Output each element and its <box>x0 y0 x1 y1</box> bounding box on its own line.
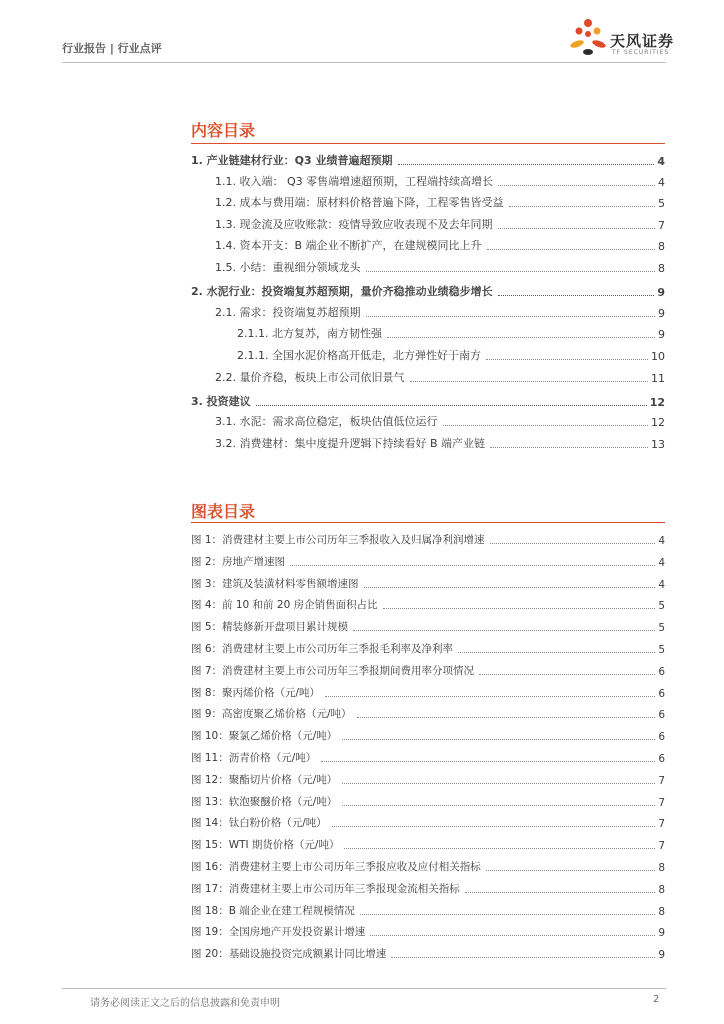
figure-entry-page: 8 <box>658 862 665 874</box>
dot-leader <box>443 425 649 426</box>
toc-entry-page: 5 <box>658 197 665 210</box>
figure-entry-label: 图 14：钛白粉价格（元/吨） <box>191 817 327 829</box>
toc-entry-page: 12 <box>651 416 665 429</box>
figure-entry-label: 图 20：基础设施投资完成额累计同比增速 <box>191 948 387 960</box>
toc-entry-label: 2.2. 量价齐稳，板块上市公司依旧景气 <box>215 371 405 384</box>
figure-entry-label: 图 7：消费建材主要上市公司历年三季报期间费用率分项情况 <box>191 665 475 677</box>
dot-leader <box>370 935 655 936</box>
dot-leader <box>486 359 648 360</box>
figure-entry-label: 图 10：聚氯乙烯价格（元/吨） <box>191 730 338 742</box>
dot-leader <box>465 892 656 893</box>
figure-entry-label: 图 8：聚丙烯价格（元/吨） <box>191 687 321 699</box>
figure-entry[interactable] <box>191 573 665 591</box>
figure-entry-label: 图 6：消费建材主要上市公司历年三季报毛利率及净利率 <box>191 643 454 655</box>
toc-entry-label: 2. 水泥行业：投资端复苏超预期，量价齐稳推动业绩稳步增长 <box>191 285 493 298</box>
toc-entry-page: 8 <box>658 240 665 253</box>
figure-entry-label: 图 13：软泡聚醚价格（元/吨） <box>191 796 338 808</box>
dot-leader <box>479 674 655 675</box>
footer-page-number: 2 <box>653 994 660 1005</box>
dot-leader <box>366 271 656 272</box>
figure-entry[interactable] <box>191 856 665 874</box>
toc-entry-page: 13 <box>651 438 665 451</box>
dot-leader <box>360 914 656 915</box>
dot-leader <box>391 957 655 958</box>
toc-entry[interactable] <box>191 302 665 320</box>
figure-entry-label: 图 19：全国房地产开发投资累计增速 <box>191 926 366 938</box>
toc-entry-label: 2.1. 需求：投资端复苏超预期 <box>215 306 361 319</box>
toc-entry-label: 1.1. 收入端： Q3 零售端增速超预期，工程端持续高增长 <box>215 175 494 188</box>
figure-entry[interactable] <box>191 594 665 612</box>
figure-entry-label: 图 5：精装修新开盘项目累计规模 <box>191 621 349 633</box>
dot-leader <box>325 696 655 697</box>
figure-entry-page: 4 <box>658 557 665 569</box>
figure-entry[interactable] <box>191 747 665 765</box>
figure-entry[interactable] <box>191 878 665 896</box>
toc-entry-page: 4 <box>657 155 665 168</box>
figure-entry-label: 图 3：建筑及装潢材料零售额增速图 <box>191 578 359 590</box>
figures-title: 图表目录 <box>191 502 256 521</box>
toc-entry-page: 10 <box>651 350 665 363</box>
dot-leader <box>353 630 655 631</box>
figure-entry-label: 图 18：B 端企业在建工程规模情况 <box>191 905 355 917</box>
toc-entry[interactable] <box>191 214 665 232</box>
footer-rule <box>62 988 666 989</box>
dot-leader <box>364 587 656 588</box>
dot-leader <box>342 805 655 806</box>
toc-entry-page: 4 <box>658 176 665 189</box>
dot-leader <box>256 405 647 406</box>
figure-entry-label: 图 1：消费建材主要上市公司历年三季报收入及归属净利润增速 <box>191 534 485 546</box>
figure-entry[interactable] <box>191 921 665 939</box>
toc-entry[interactable] <box>191 323 665 341</box>
header-category: 行业报告 | 行业点评 <box>62 42 162 55</box>
figure-entry-page: 7 <box>658 775 665 787</box>
dot-leader <box>342 783 655 784</box>
figure-entry-page: 5 <box>658 600 665 612</box>
figure-entry[interactable] <box>191 551 665 569</box>
toc-entry-page: 12 <box>649 396 665 409</box>
toc-entry-label: 2.1.1. 全国水泥价格高开低走，北方弹性好于南方 <box>237 349 481 362</box>
figure-entry-page: 7 <box>658 840 665 852</box>
figure-entry-page: 4 <box>658 535 665 547</box>
figure-entry-page: 8 <box>658 906 665 918</box>
figure-entry[interactable] <box>191 769 665 787</box>
toc-entry-label: 3.1. 水泥：需求高位稳定，板块估值低位运行 <box>215 415 438 428</box>
toc-entry-page: 9 <box>658 307 665 320</box>
figure-entry-page: 7 <box>658 818 665 830</box>
figure-entry-page: 6 <box>658 666 665 678</box>
dot-leader <box>486 870 656 871</box>
dot-leader <box>487 249 655 250</box>
logo-english-name: TF SECURITIES <box>612 49 670 56</box>
figure-entry[interactable] <box>191 616 665 634</box>
logo-mark-icon <box>566 16 610 62</box>
dot-leader <box>387 337 655 338</box>
figure-entry[interactable] <box>191 682 665 700</box>
toc-entry-page: 9 <box>657 286 665 299</box>
figure-entry-page: 5 <box>658 622 665 634</box>
toc-entry-page: 7 <box>658 219 665 232</box>
toc-entry-page: 9 <box>658 328 665 341</box>
figure-entry-page: 9 <box>658 949 665 961</box>
figure-entry[interactable] <box>191 812 665 830</box>
logo-chinese-name: 天风证券 <box>610 32 675 50</box>
figure-entry-page: 6 <box>658 709 665 721</box>
dot-leader <box>498 228 656 229</box>
dot-leader <box>490 447 648 448</box>
figure-entry[interactable] <box>191 834 665 852</box>
figure-entry-label: 图 2：房地产增速图 <box>191 556 286 568</box>
toc-entry-label: 1.5. 小结：重视细分领域龙头 <box>215 261 361 274</box>
toc-entry-label: 3.2. 消费建材：集中度提升逻辑下持续看好 B 端产业链 <box>215 437 486 450</box>
dot-leader <box>383 608 656 609</box>
toc-entry[interactable] <box>191 411 665 429</box>
dot-leader <box>490 543 656 544</box>
figure-entry-label: 图 9：高密度聚乙烯价格（元/吨） <box>191 708 352 720</box>
footer-disclaimer: 请务必阅读正文之后的信息披露和免责申明 <box>90 998 280 1009</box>
figures-title-rule <box>191 522 665 523</box>
figure-entry-label: 图 12：聚酯切片价格（元/吨） <box>191 774 338 786</box>
dot-leader <box>366 316 656 317</box>
dot-leader <box>398 164 655 165</box>
figure-entry-page: 4 <box>658 579 665 591</box>
toc-entry-label: 2.1.1. 北方复苏，南方韧性强 <box>237 327 382 340</box>
figure-entry[interactable] <box>191 900 665 918</box>
toc-entry[interactable] <box>191 391 665 409</box>
toc-title-rule <box>191 143 665 144</box>
figure-entry-page: 9 <box>658 927 665 939</box>
dot-leader <box>509 206 656 207</box>
toc-entry-page: 11 <box>651 372 665 385</box>
toc-entry-label: 1. 产业链建材行业：Q3 业绩普遍超预期 <box>191 154 393 167</box>
figure-entry[interactable] <box>191 725 665 743</box>
figure-entry-label: 图 16：消费建材主要上市公司历年三季报应收及应付相关指标 <box>191 861 481 873</box>
toc-entry-page: 8 <box>658 262 665 275</box>
dot-leader <box>344 848 655 849</box>
dot-leader <box>357 717 656 718</box>
figure-entry[interactable] <box>191 660 665 678</box>
toc-entry-label: 3. 投资建议 <box>191 395 251 408</box>
toc-entry-label: 1.2. 成本与费用端：原材料价格普遍下降，工程零售皆受益 <box>215 196 504 209</box>
toc-entry[interactable] <box>191 150 665 168</box>
figure-entry-label: 图 15：WTI 期货价格（元/吨） <box>191 839 340 851</box>
dot-leader <box>410 381 649 382</box>
dot-leader <box>458 652 655 653</box>
toc-entry-label: 1.3. 现金流及应收账款：疫情导致应收表现不及去年同期 <box>215 218 493 231</box>
figure-entry[interactable] <box>191 943 665 961</box>
figure-entry-label: 图 17：消费建材主要上市公司历年三季报现金流相关指标 <box>191 883 460 895</box>
toc-entry[interactable] <box>191 367 665 385</box>
figure-entry[interactable] <box>191 703 665 721</box>
figure-entry[interactable] <box>191 791 665 809</box>
dot-leader <box>342 739 655 740</box>
figure-entry-label: 图 11：沥青价格（元/吨） <box>191 752 317 764</box>
dot-leader <box>321 761 655 762</box>
toc-title: 内容目录 <box>191 121 256 140</box>
figure-entry[interactable] <box>191 638 665 656</box>
figure-entry-page: 6 <box>658 731 665 743</box>
company-logo <box>566 16 676 62</box>
figure-entry-page: 5 <box>658 644 665 656</box>
toc-entry[interactable] <box>191 235 665 253</box>
figure-entry-label: 图 4：前 10 和前 20 房企销售面积占比 <box>191 599 378 611</box>
toc-entry[interactable] <box>191 433 665 451</box>
figure-entry-page: 8 <box>658 884 665 896</box>
dot-leader <box>332 826 656 827</box>
toc-entry[interactable] <box>191 192 665 210</box>
dot-leader <box>498 295 655 296</box>
toc-entry[interactable] <box>191 171 665 189</box>
figure-entry-page: 7 <box>658 797 665 809</box>
dot-leader <box>498 185 655 186</box>
figure-entry[interactable] <box>191 529 665 547</box>
toc-entry[interactable] <box>191 257 665 275</box>
figure-entry-page: 6 <box>658 753 665 765</box>
header-rule <box>62 62 666 63</box>
figure-entry-page: 6 <box>658 688 665 700</box>
dot-leader <box>290 565 655 566</box>
toc-entry-label: 1.4. 资本开支：B 端企业不断扩产，在建规模同比上升 <box>215 239 482 252</box>
toc-entry[interactable] <box>191 281 665 299</box>
toc-entry[interactable] <box>191 345 665 363</box>
